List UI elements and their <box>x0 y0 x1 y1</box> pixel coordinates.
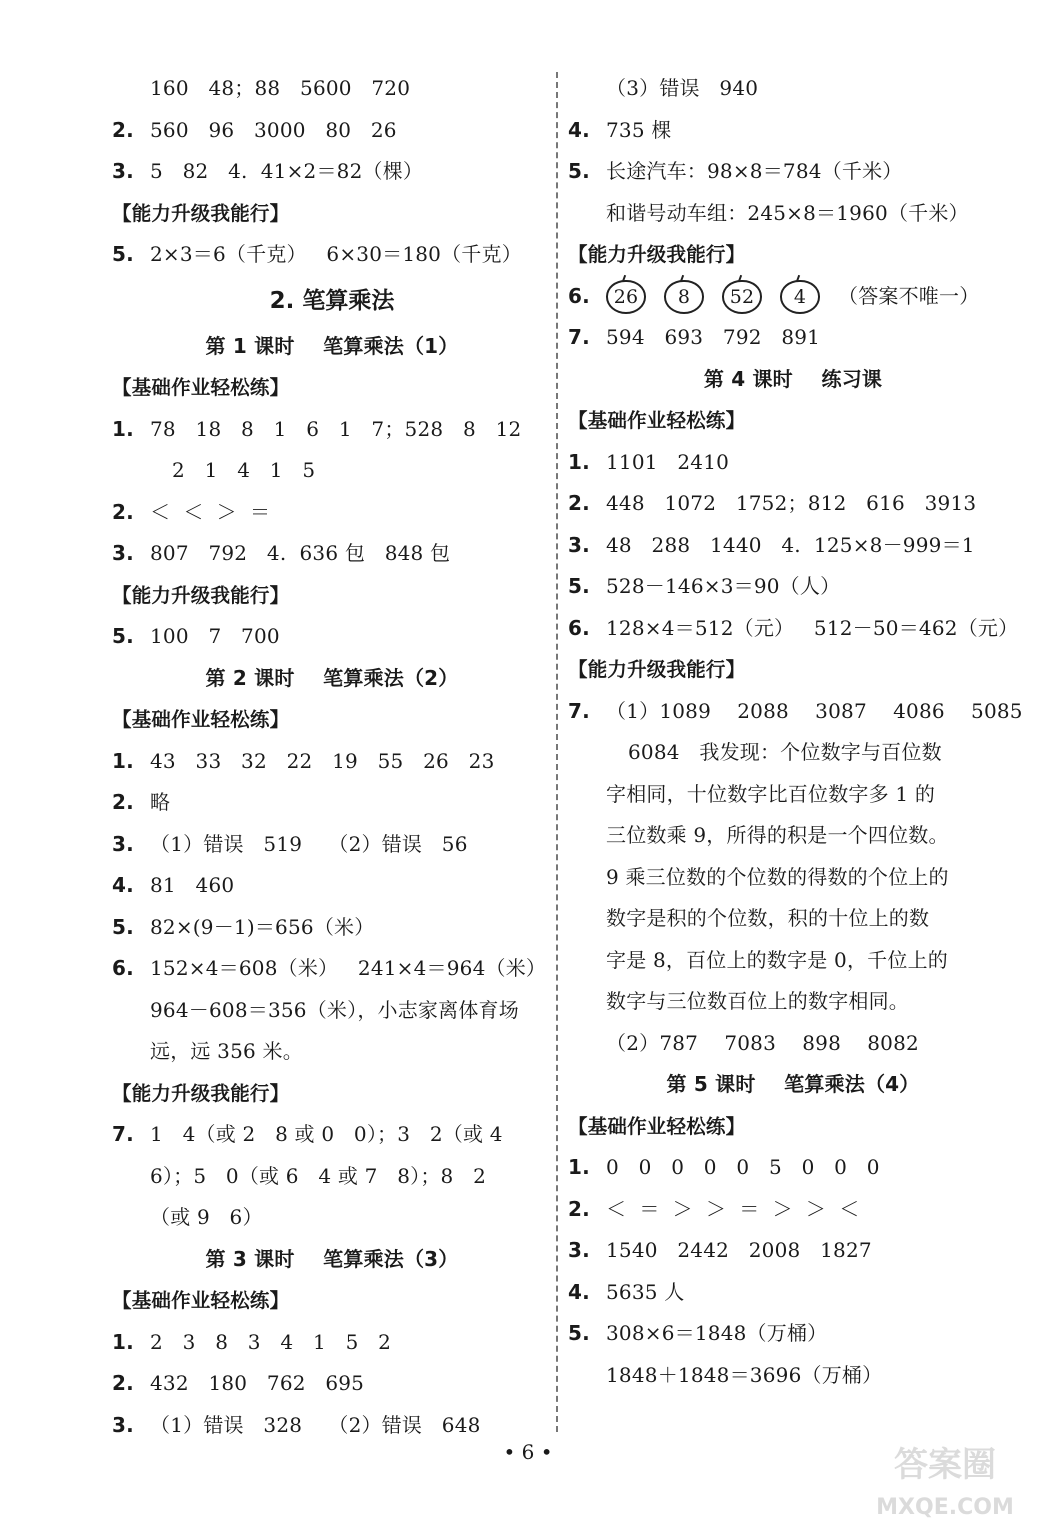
answer-item <box>568 1230 1018 1272</box>
item-number: 4. <box>568 117 590 142</box>
section-title: 2. 笔算乘法 <box>269 287 395 314</box>
item-answer: 48 288 1440 4. 125×8－999＝1 <box>606 532 975 557</box>
item-answer: 807 792 4. 636 包 848 包 <box>150 541 451 565</box>
item-answer: 81 460 <box>150 873 235 897</box>
page-number: • 6 • <box>503 1440 553 1464</box>
item-number: 4. <box>112 873 134 897</box>
answer-item <box>112 741 552 783</box>
answer-item <box>112 409 552 451</box>
answer-item <box>568 608 1018 650</box>
answer-item <box>112 533 552 575</box>
item-answer: 560 96 3000 80 26 <box>150 117 397 142</box>
answer-item <box>112 865 552 907</box>
answer-continuation: 6）；5 0（或 6 4 或 7 8）；8 2 <box>150 1163 487 1188</box>
item-number: 5. <box>112 242 134 266</box>
item-answer: 594 693 792 891 <box>606 325 821 349</box>
exercise-header: 【能力升级我能行】 <box>568 658 746 681</box>
answer-continuation: 964－608＝356（米），小志家离体育场 <box>150 997 519 1022</box>
answer-item <box>568 1272 1018 1314</box>
item-number: 2. <box>112 117 134 142</box>
answer-item <box>568 525 1018 567</box>
item-answer: 448 1072 1752；812 616 3913 <box>606 491 977 515</box>
answer-item <box>568 566 1018 608</box>
item-answer: 735 棵 <box>606 117 672 142</box>
lesson-title: 第 3 课时 笔算乘法（3） <box>205 1246 459 1271</box>
item-number: 3. <box>112 1412 134 1437</box>
item-number: 2. <box>112 790 134 814</box>
item-answer: 43 33 32 22 19 55 26 23 <box>150 748 495 773</box>
item-number: 2. <box>112 1371 134 1395</box>
answer-item <box>112 151 552 193</box>
item-number: 5. <box>568 574 590 598</box>
item-number: 3. <box>112 831 134 856</box>
answer-item <box>568 483 1018 525</box>
apple-answer-circle: 26 <box>606 280 646 314</box>
answer-continuation: 字是 8，百位上的数字是 0，千位上的 <box>606 947 948 972</box>
answer-continuation: 和谐号动车组：245×8＝1960（千米） <box>606 200 969 225</box>
answer-item <box>568 317 1018 359</box>
item-answer: 100 7 700 <box>150 624 280 648</box>
exercise-header: 【能力升级我能行】 <box>112 1081 290 1105</box>
item-number: 2. <box>568 491 590 515</box>
answer-item <box>568 1313 1018 1355</box>
right-column <box>568 68 1023 1396</box>
item-number: 6. <box>568 615 590 640</box>
answer-item <box>112 1363 552 1405</box>
answer-continuation: 1848＋1848＝3696（万桶） <box>606 1362 883 1387</box>
answer-item <box>112 492 552 534</box>
answer-item <box>568 1189 1018 1231</box>
answer-note: （答案不唯一） <box>838 283 980 308</box>
item-number: 7. <box>112 1122 134 1146</box>
exercise-header: 【能力升级我能行】 <box>112 201 290 225</box>
item-number: 6. <box>112 956 134 980</box>
item-number: 2. <box>112 499 134 524</box>
item-number: 1. <box>112 1329 134 1354</box>
answer-continuation: 数字是积的个位数，积的十位上的数 <box>606 906 930 930</box>
item-answer: 432 180 762 695 <box>150 1371 365 1395</box>
column-divider <box>556 72 558 1432</box>
apple-answer-circle: 52 <box>722 280 762 314</box>
answer-continuation: 160 48；88 5600 720 <box>150 76 411 100</box>
item-answer: 2 3 8 3 4 1 5 2 <box>150 1329 392 1354</box>
lesson-title: 第 5 课时 笔算乘法（4） <box>666 1072 920 1096</box>
watermark-top: 答案圈 <box>894 1445 996 1485</box>
item-number: 5. <box>112 624 134 648</box>
item-answer: 528－146×3＝90（人） <box>606 574 841 598</box>
item-number: 7. <box>568 325 590 349</box>
apple-answer-circle: 4 <box>780 280 820 314</box>
answer-continuation: （或 9 6） <box>150 1205 263 1229</box>
item-number: 3. <box>112 159 134 183</box>
answer-item <box>568 151 1018 193</box>
item-number: 1. <box>568 449 590 474</box>
item-number: 7. <box>568 698 590 723</box>
item-answer: 0 0 0 0 0 5 0 0 0 <box>606 1155 880 1179</box>
answer-item <box>112 110 552 152</box>
item-number: 1. <box>568 1155 590 1179</box>
exercise-header: 【基础作业轻松练】 <box>112 1289 290 1312</box>
item-answer: 82×(9－1)＝656（米） <box>150 914 375 939</box>
answer-item <box>568 1147 1018 1189</box>
item-answer: 5 82 4. 41×2＝82（棵） <box>150 159 424 183</box>
item-answer: 152×4＝608（米） 241×4＝964（米） <box>150 956 547 980</box>
item-number: 6. <box>568 283 590 308</box>
item-answer: 1101 2410 <box>606 449 730 474</box>
item-number: 5. <box>568 159 590 183</box>
answer-item <box>112 907 552 949</box>
item-number: 1. <box>112 748 134 773</box>
answer-item <box>112 616 552 658</box>
exercise-header: 【基础作业轻松练】 <box>112 708 290 731</box>
answer-item <box>112 1322 552 1364</box>
item-answer: 308×6＝1848（万桶） <box>606 1321 828 1345</box>
item-number: 2. <box>568 1196 590 1221</box>
exercise-header: 【能力升级我能行】 <box>112 583 290 607</box>
left-column <box>112 68 552 1446</box>
answer-item <box>112 782 552 824</box>
answer-item <box>568 691 1023 733</box>
item-answer: 1540 2442 2008 1827 <box>606 1238 872 1262</box>
exercise-header: 【基础作业轻松练】 <box>568 409 746 432</box>
item-answer: （1）1089 2088 3087 4086 5085 <box>606 698 1023 723</box>
item-number: 3. <box>568 532 590 557</box>
answer-continuation: 数字与三位数百位上的数字相同。 <box>606 989 909 1013</box>
answer-continuation: 6084 我发现：个位数字与百位数 <box>628 740 942 764</box>
lesson-title: 第 4 课时 练习课 <box>703 366 883 391</box>
answer-continuation: 三位数乘 9，所得的积是一个四位数。 <box>606 823 949 847</box>
item-answer: （1）错误 519 （2）错误 56 <box>150 831 468 856</box>
answer-continuation: 9 乘三位数的个位数的得数的个位上的 <box>606 864 949 889</box>
exercise-header: 【基础作业轻松练】 <box>112 376 290 399</box>
exercise-header: 【能力升级我能行】 <box>568 243 746 266</box>
item-number: 3. <box>112 541 134 565</box>
answer-item <box>112 824 552 866</box>
lesson-title: 第 2 课时 笔算乘法（2） <box>205 665 459 690</box>
watermark-logo <box>870 1428 1020 1528</box>
lesson-title: 第 1 课时 笔算乘法（1） <box>205 333 459 358</box>
answer-item-apples <box>568 276 1018 318</box>
item-answer: 2×3＝6（千克） 6×30＝180（千克） <box>150 242 522 266</box>
item-number: 1. <box>112 416 134 441</box>
item-answer: 1 4（或 2 8 或 0 0）；3 2（或 4 <box>150 1122 503 1146</box>
answer-item <box>112 1114 552 1156</box>
answer-item <box>112 948 552 990</box>
answer-continuation: 远，远 356 米。 <box>150 1039 303 1063</box>
item-number: 5. <box>112 914 134 939</box>
item-answer: 78 18 8 1 6 1 7；528 8 12 <box>150 416 522 441</box>
item-answer: ＜ ＜ ＞ ＝ <box>150 499 271 524</box>
item-number: 5. <box>568 1321 590 1345</box>
answer-item <box>568 110 1018 152</box>
item-answer: 5635 人 <box>606 1279 685 1304</box>
item-answer: （1）错误 328 （2）错误 648 <box>150 1412 481 1437</box>
item-answer: ＜ ＝ ＞ ＞ ＝ ＞ ＞ ＜ <box>606 1196 860 1221</box>
watermark-bottom: MXQE.COM <box>876 1495 1014 1520</box>
item-number: 3. <box>568 1238 590 1262</box>
answer-continuation: 2 1 4 1 5 <box>172 458 316 482</box>
answer-continuation: 字相同，十位数字比百位数字多 1 的 <box>606 781 936 806</box>
answer-item <box>568 442 1018 484</box>
exercise-header: 【基础作业轻松练】 <box>568 1114 746 1138</box>
item-answer: 128×4＝512（元） 512－50＝462（元） <box>606 615 1019 640</box>
item-number: 4. <box>568 1279 590 1304</box>
answer-continuation: （3）错误 940 <box>606 76 759 100</box>
apple-answer-circle: 8 <box>664 280 704 314</box>
answer-continuation: （2）787 7083 898 8082 <box>606 1030 919 1055</box>
item-answer: 长途汽车：98×8＝784（千米） <box>606 159 903 183</box>
item-answer: 略 <box>150 790 171 814</box>
answer-item <box>112 234 552 276</box>
